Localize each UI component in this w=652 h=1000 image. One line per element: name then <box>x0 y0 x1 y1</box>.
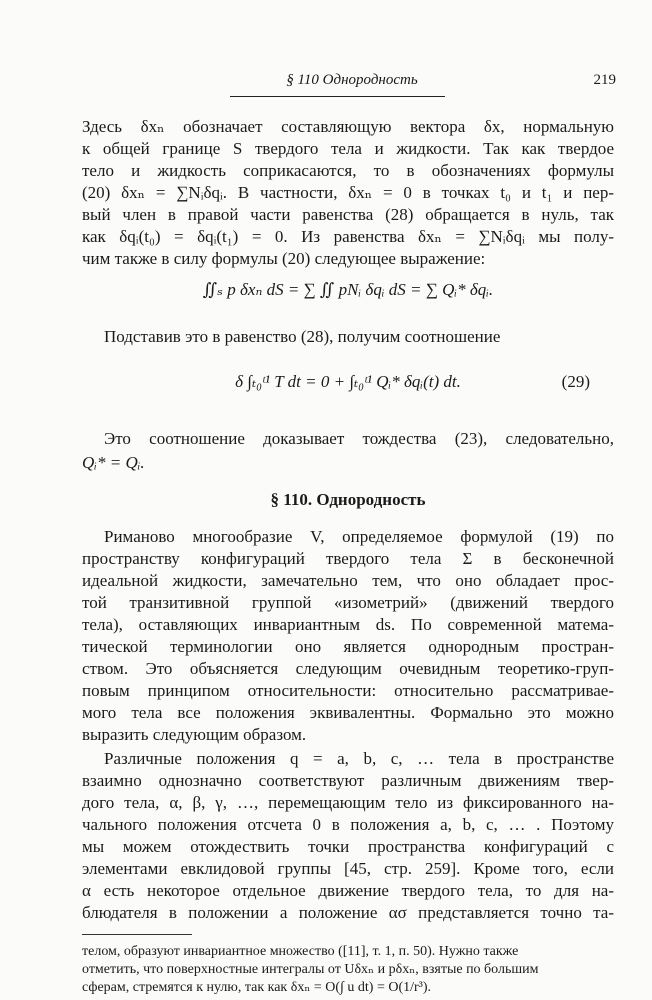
paragraph-line: мы можем отождествить точки пространства конфигураций с <box>82 837 614 856</box>
running-header <box>82 72 622 96</box>
text-line: Qᵢ* = Qᵢ. <box>82 453 145 472</box>
paragraph-line: Различные положения q = a, b, c, … тела в пространстве <box>104 749 614 768</box>
paragraph-line: идеальной жидкости, замечательно тем, что оно обладает прос- <box>82 571 614 590</box>
running-title: § 110 Однородность <box>286 72 418 88</box>
header-rule <box>230 96 445 97</box>
text-line: чим также в силу формулы (20) следующее выражение: <box>82 249 486 268</box>
text-line: вый член в правой части равенства (28) обращается в нуль, так <box>82 205 614 224</box>
paragraph-line: чального положения отсчета 0 в положения a, b, c, … . Поэтому <box>82 815 614 834</box>
footnote-separator <box>82 934 192 935</box>
formula-29-body: δ ∫ₜ₀ᵗ¹ T dt = 0 + ∫ₜ₀ᵗ¹ Qᵢ* δqᵢ(t) dt. <box>235 372 461 391</box>
paragraph-line: ством. Это объясняется следующим очевидным теоретико-груп- <box>82 659 614 678</box>
paragraph-line: взаимно однозначно соответствуют различным движениям твер- <box>82 771 614 790</box>
text-line: тело и жидкость соприкасаются, то в обозначениях формулы <box>82 161 614 180</box>
footnote-line: телом, образуют инвариантное множество ([11], т. 1, п. 50). Нужно также <box>82 944 519 959</box>
paragraph-line: той транзитивной группой «изометрий» (движений твердого <box>82 593 614 612</box>
paragraph-line: блюдателя в положении a положение ασ представляется точно та- <box>82 903 614 922</box>
formula-surface-integral: ∬ₛ p δxₙ dS = ∑ ∬ pNᵢ δqᵢ dS = ∑ Qᵢ* δqᵢ. <box>202 280 494 299</box>
text-line: Это соотношение доказывает тождества (23), следовательно, <box>104 429 614 448</box>
text-line: как δqᵢ(t₀) = δqᵢ(t₁) = 0. Из равенства δxₙ = ∑Nᵢδqᵢ мы полу- <box>82 227 614 246</box>
footnote-line: отметить, что поверхностные интегралы от Uδxₙ и pδxₙ, взятые по большим <box>82 962 539 977</box>
paragraph-line: тической терминологии оно является однородным простран- <box>82 637 614 656</box>
paragraph-line: тела), оставляющих инвариантным ds. По современной матема- <box>82 615 614 634</box>
page-number: 219 <box>593 72 616 88</box>
section-heading: § 110. Однородность <box>270 490 426 509</box>
text-line: к общей границе S твердого тела и жидкости. Так как твердое <box>82 139 614 158</box>
paragraph-line: дого тела, α, β, γ, …, перемещающим тело из фиксированного на- <box>82 793 614 812</box>
text-line: (20) δxₙ = ∑Nᵢδqᵢ. В частности, δxₙ = 0 в точках t₀ и t₁ и пер- <box>82 183 614 202</box>
footnote-line: сферам, стремятся к нулю, так как δxₙ = O(∫ u dt) = O(1/r³). <box>82 980 432 995</box>
paragraph-line: пространству конфигураций твердого тела Σ в бесконечной <box>82 549 614 568</box>
paragraph-line: элементами евклидовой группы [45, стр. 259]. Кроме того, если <box>82 859 614 878</box>
paragraph-line: мого тела все положения эквивалентны. Формально это можно <box>82 703 614 722</box>
text-line: Здесь δxₙ обозначает составляющую вектора δx, нормальную <box>82 117 614 136</box>
paragraph-line: α есть некоторое отдельное движение твердого тела, то для на- <box>82 881 614 900</box>
paragraph-line: Риманово многообразие V, определяемое формулой (19) по <box>104 527 614 546</box>
equation-number: (29) <box>561 372 590 391</box>
paragraph-line: повым принципом относительности: относительно рассматривае- <box>82 681 614 700</box>
paragraph-line: выразить следующим образом. <box>82 725 307 744</box>
formula-29 <box>82 372 614 392</box>
text-line: Подставив это в равенство (28), получим соотношение <box>104 327 501 346</box>
